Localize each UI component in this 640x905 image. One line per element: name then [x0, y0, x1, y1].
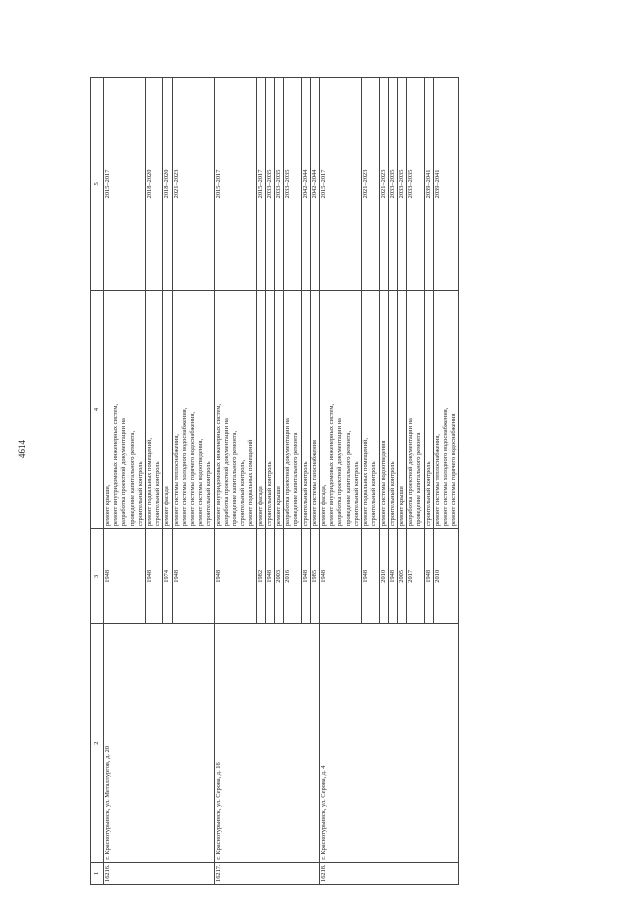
commission-year: 1948 — [320, 529, 362, 624]
commission-year: 1982 — [256, 529, 265, 624]
commission-year: 2017 — [407, 529, 424, 624]
work-description: ремонт внутридомовых инженерных систем, разработка проектной документации на проведение капитального ремонта, строительный контроль, ремонт подвальных помещений — [214, 290, 256, 528]
record-number: 16217. — [214, 862, 319, 884]
repair-period: 2039–2041 — [424, 78, 433, 291]
work-description: ремонт подвальных помещений, строительный контроль — [362, 290, 379, 528]
record-number: 16218. — [320, 862, 459, 884]
work-description: разработка проектной документации на проведение капитального ремонта — [407, 290, 424, 528]
commission-year: 2005 — [397, 529, 406, 624]
rotated-table-container — [90, 77, 598, 885]
work-description: ремонт системы теплоснабжения, ремонт системы холодного водоснабжения, ремонт системы горячего водоснабжения, ремонт системы водоотведения, строительный контроль — [172, 290, 214, 528]
work-description: ремонт подвальных помещений, строительный контроль — [146, 290, 163, 528]
repair-period: 2033–2035 — [397, 78, 406, 291]
commission-year: 1974 — [163, 529, 172, 624]
commission-year: 1948 — [388, 529, 397, 624]
page-number: 4614 — [17, 440, 27, 458]
repair-period: 2015–2017 — [256, 78, 265, 291]
table-body — [104, 78, 459, 885]
work-description: ремонт крыши, ремонт внутридомовых инженерных систем, разработка проектной документации на проведение капитального ремонта, строительный контроль — [104, 290, 146, 528]
commission-year: 1948 — [172, 529, 214, 624]
commission-year: 1948 — [146, 529, 163, 624]
work-description: строительный контроль — [424, 290, 433, 528]
commission-year: 1948 — [362, 529, 379, 624]
commission-year: 1948 — [265, 529, 274, 624]
repair-period: 2033–2035 — [407, 78, 424, 291]
work-description: ремонт крыши — [275, 290, 284, 528]
commission-year: 1985 — [310, 529, 319, 624]
work-description: ремонт системы газоснабжения — [310, 290, 319, 528]
repair-period: 2039–2041 — [433, 78, 459, 291]
header-col-2: 2 — [91, 624, 104, 862]
repair-period: 2021–2023 — [172, 78, 214, 291]
work-description: ремонт фасада — [256, 290, 265, 528]
record-address: г. Краснотурьинск, ул. Серова, д. 4 — [320, 624, 459, 862]
commission-year: 1948 — [424, 529, 433, 624]
record-address: г. Краснотурьинск, ул. Металлургов, д. 20 — [104, 624, 215, 862]
commission-year: 2016 — [284, 529, 301, 624]
work-description: разработка проектной документации на проведение капитального ремонта — [284, 290, 301, 528]
work-description: строительный контроль — [388, 290, 397, 528]
repair-period: 2018–2020 — [163, 78, 172, 291]
commission-year: 1948 — [104, 529, 146, 624]
repair-period: 2021–2023 — [362, 78, 379, 291]
capital-repair-table — [90, 77, 459, 885]
repair-period: 2015–2017 — [104, 78, 146, 291]
table-row — [320, 78, 362, 885]
header-row — [91, 78, 104, 885]
repair-period: 2033–2035 — [388, 78, 397, 291]
work-description: ремонт фасада, ремонт внутридомовых инженерных систем, разработка проектной документации на проведение капитального ремонта, строительный контроль — [320, 290, 362, 528]
table-row — [104, 78, 146, 885]
work-description: ремонт крыши — [397, 290, 406, 528]
repair-period: 2033–2035 — [275, 78, 284, 291]
header-col-5: 5 — [91, 78, 104, 291]
header-col-1: 1 — [91, 862, 104, 884]
repair-period: 2015–2017 — [320, 78, 362, 291]
repair-period: 2033–2035 — [284, 78, 301, 291]
record-number: 16216. — [104, 862, 215, 884]
repair-period: 2033–2035 — [265, 78, 274, 291]
commission-year: 1948 — [301, 529, 310, 624]
work-description: ремонт системы водоотведения — [379, 290, 388, 528]
work-description: ремонт фасада — [163, 290, 172, 528]
repair-period: 2015–2017 — [214, 78, 256, 291]
table-row — [214, 78, 256, 885]
commission-year: 1948 — [214, 529, 256, 624]
commission-year: 2003 — [275, 529, 284, 624]
repair-period: 2042–2044 — [310, 78, 319, 291]
repair-period: 2018–2020 — [146, 78, 163, 291]
repair-period: 2021–2023 — [379, 78, 388, 291]
commission-year: 2010 — [433, 529, 459, 624]
work-description: строительный контроль — [301, 290, 310, 528]
work-description: строительный контроль — [265, 290, 274, 528]
work-description: ремонт системы теплоснабжения, ремонт системы холодного водоснабжения, ремонт системы горячего водоснабжения — [433, 290, 459, 528]
header-col-3: 3 — [91, 529, 104, 624]
commission-year: 2010 — [379, 529, 388, 624]
record-address: г. Краснотурьинск, ул. Серова, д. 16 — [214, 624, 319, 862]
header-col-4: 4 — [91, 290, 104, 528]
repair-period: 2042–2044 — [301, 78, 310, 291]
